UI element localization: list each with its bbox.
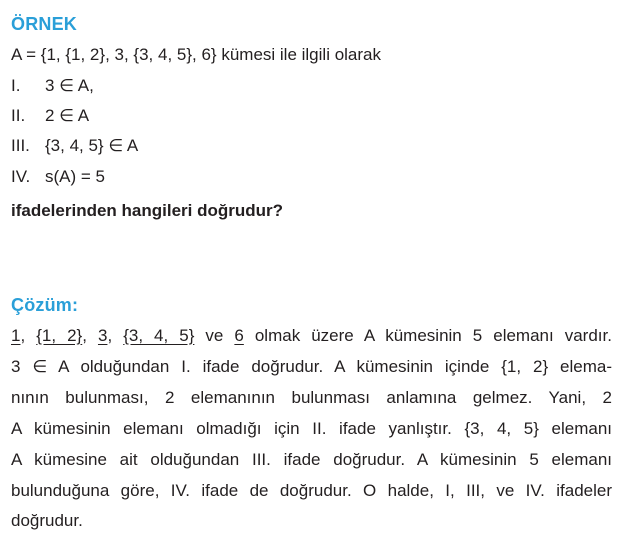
statement-3-number: III. xyxy=(11,136,30,155)
statement-1 xyxy=(11,71,94,101)
solution-line-3: nının bulunması, 2 elemanının bulunması anlamına gelmez. Yani, 2 xyxy=(11,388,612,407)
statement-4-text: s(A) = 5 xyxy=(45,167,105,186)
solution-line-1-rest: olmak üzere A kümesinin 5 elemanı vardır. xyxy=(243,326,612,345)
solution-line-4: A kümesinin elemanı olmadığı için II. ifade yanlıştır. {3, 4, 5} elemanı xyxy=(11,419,612,438)
separator: , xyxy=(107,326,113,345)
statement-3-text: {3, 4, 5} ∈ A xyxy=(45,136,139,155)
example-intro: A = {1, {1, 2}, 3, {3, 4, 5}, 6} kümesi ile ilgili olarak xyxy=(11,45,381,64)
connector-text: ve xyxy=(194,326,235,345)
solution-line-1 xyxy=(11,320,612,351)
solution-line-7: doğrudur. xyxy=(11,511,83,530)
statement-1-text: 3 ∈ A, xyxy=(45,76,94,95)
element-2: {1, 2} xyxy=(36,326,83,345)
element-3: 3 xyxy=(97,326,108,345)
statement-4-number: IV. xyxy=(11,167,31,186)
separator: , xyxy=(82,326,87,345)
statement-2-text: 2 ∈ A xyxy=(45,106,90,125)
statement-2-number: II. xyxy=(11,106,26,125)
statement-4 xyxy=(11,162,105,192)
solution-line-6: bulunduğuna göre, IV. ifade de doğrudur. O halde, I, III, ve IV. ifadeler xyxy=(11,481,612,500)
statement-2 xyxy=(11,101,89,131)
question-text: ifadelerinden hangileri doğrudur? xyxy=(11,201,284,220)
solution-line-2: 3 ∈ A olduğundan I. ifade doğrudur. A kümesinin içinde {1, 2} elema- xyxy=(11,357,612,376)
element-4: {3, 4, 5} xyxy=(123,326,195,345)
example-title: ÖRNEK xyxy=(11,14,78,34)
element-5: 6 xyxy=(234,326,244,345)
statement-3 xyxy=(11,131,138,161)
element-1: 1 xyxy=(11,326,21,345)
statement-1-number: I. xyxy=(11,76,21,95)
solution-title: Çözüm: xyxy=(11,295,79,315)
separator: , xyxy=(20,326,26,345)
solution-line-5: A kümesine ait olduğundan III. ifade doğrudur. A kümesinin 5 elemanı xyxy=(11,450,612,469)
